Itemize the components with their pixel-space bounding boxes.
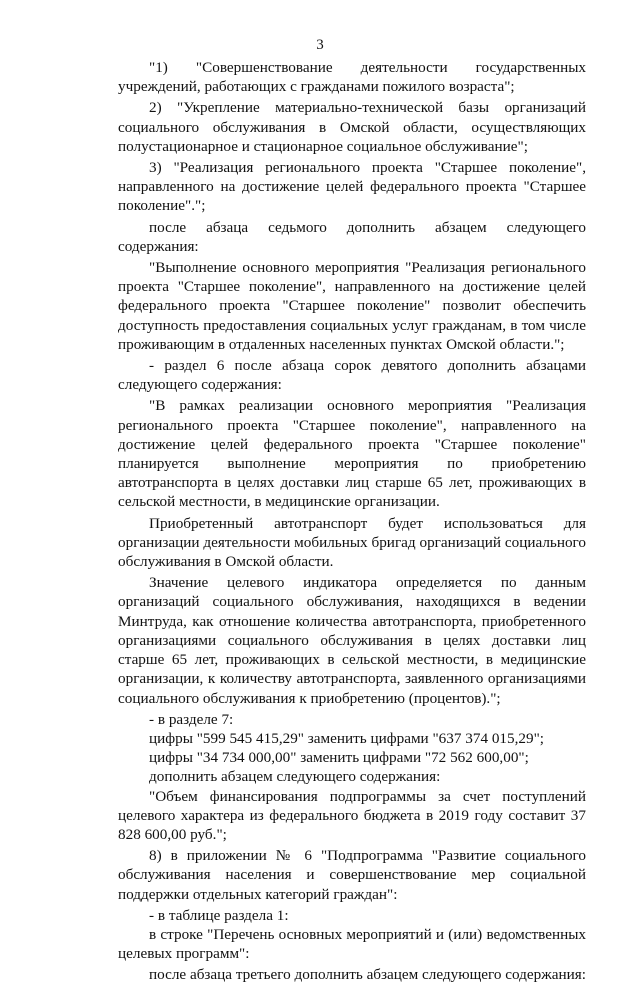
paragraph-18: после абзаца третьего дополнить абзацем следующего содержания: — [149, 966, 586, 984]
paragraph-6: - раздел 6 после абзаца сорок девятого дополнить абзацами следующего содержания: — [118, 357, 586, 394]
paragraph-8: Приобретенный автотранспорт будет использоваться для организации деятельности мобильных бригад организаций социального обслуживания в Омской области. — [118, 514, 586, 571]
paragraph-10: - в разделе 7: — [149, 710, 234, 728]
paragraph-11: цифры "599 545 415,29" заменить цифрами "637 374 015,29"; — [149, 729, 545, 747]
paragraph-1: "1) "Совершенствование деятельности государственных учреждений, работающих с гражданами пожилого возраста"; — [118, 59, 586, 96]
page-number: 3 — [316, 37, 324, 53]
paragraph-14: "Объем финансирования подпрограммы за счет поступлений целевого характера из федерального бюджета в 2019 году составит 37 828 600,00 руб."; — [118, 787, 586, 843]
paragraph-13: дополнить абзацем следующего содержания: — [149, 768, 441, 786]
paragraph-9: Значение целевого индикатора определяется по данным организаций социального обслуживания, находящихся в ведении Минтруда, как отношение количества автотранспорта, приобретенного организациями социального обслуживания в целях доставки лиц старше 65 лет, проживающих в сельской местности, в медицинские организации, к количеству автотранспорта, заявленного организациями социального обслуживания к приобретению (процентов)."; — [118, 574, 586, 707]
paragraph-17: в строке "Перечень основных мероприятий и (или) ведомственных целевых программ": — [118, 925, 586, 963]
paragraph-16: - в таблице раздела 1: — [149, 906, 289, 924]
paragraph-12: цифры "34 734 000,00" заменить цифрами "72 562 600,00"; — [149, 749, 529, 767]
document-body — [118, 58, 586, 987]
paragraph-15: 8) в приложении № 6 "Подпрограмма "Развитие социального обслуживания населения и совершенствование мер социальной поддержки отдельных категорий граждан": — [118, 847, 586, 903]
paragraph-3: 3) "Реализация регионального проекта "Старшее поколение", направленного на достижение целей федерального проекта "Старшее поколение"."; — [118, 159, 586, 215]
paragraph-4: после абзаца седьмого дополнить абзацем следующего содержания: — [118, 218, 586, 255]
paragraph-5: "Выполнение основного мероприятия "Реализация регионального проекта "Старшее поколение", направленного на достижение целей федерального проекта "Старшее поколение" позволит обеспечить доступность предоставления социальных услуг гражданам, в том числе проживающим в отдаленных населенных пунктах Омской области."; — [118, 259, 586, 353]
paragraph-7: "В рамках реализации основного мероприятия "Реализация регионального проекта "Старшее поколение", направленного на достижение целей федерального проекта "Старшее поколение" планируется выполнение мероприятия по приобретению автотранспорта в целях доставки лиц старше 65 лет, проживающих в сельской местности, в медицинские организации. — [118, 397, 586, 511]
paragraph-2: 2) "Укрепление материально-технической базы организаций социального обслуживания в Омской области, осуществляющих полустационарное и стационарное социальное обслуживание"; — [118, 99, 586, 155]
